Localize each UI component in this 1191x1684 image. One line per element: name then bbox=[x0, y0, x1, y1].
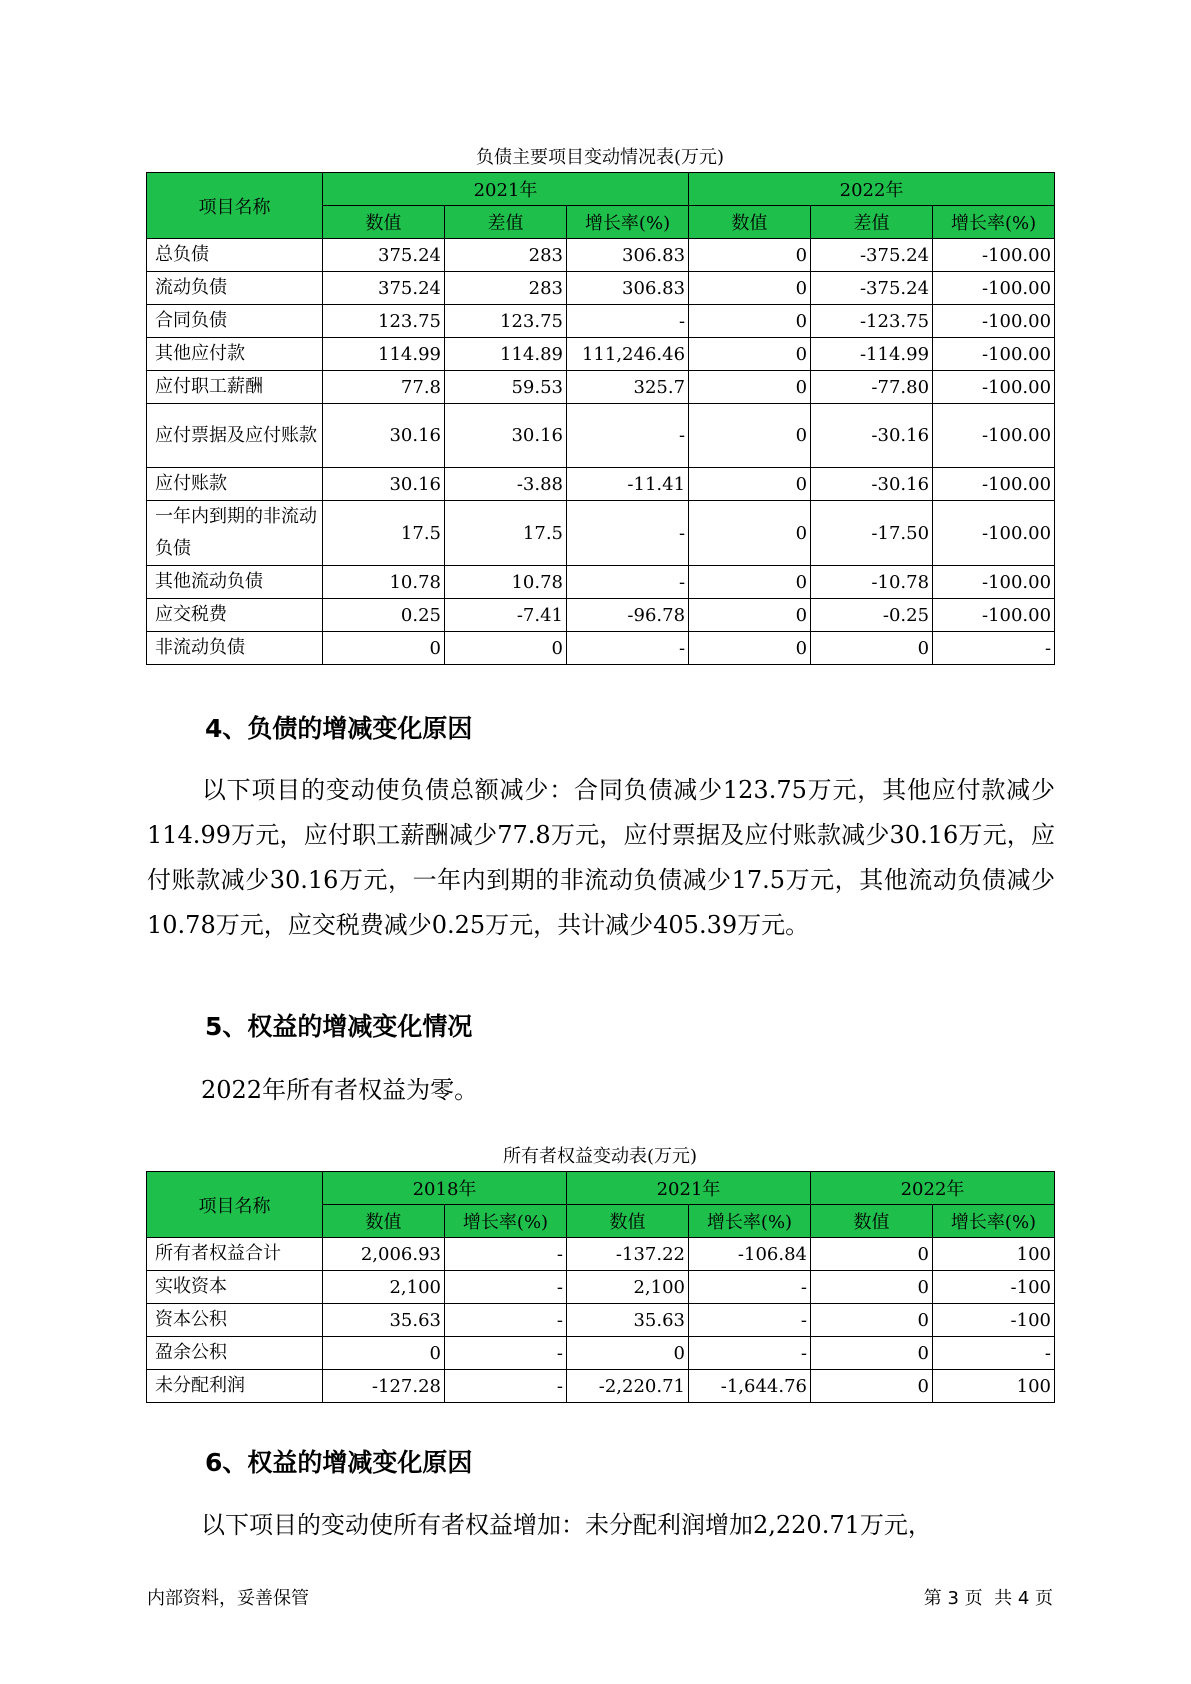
table-cell: -7.41 bbox=[445, 599, 567, 632]
table-cell: - bbox=[689, 1304, 811, 1337]
table-cell: -137.22 bbox=[567, 1238, 689, 1271]
table-cell: 0 bbox=[689, 468, 811, 501]
table-cell: -3.88 bbox=[445, 468, 567, 501]
table-row bbox=[147, 566, 1055, 599]
table-cell: 325.7 bbox=[567, 371, 689, 404]
table-cell: 0 bbox=[811, 1271, 933, 1304]
table-cell: - bbox=[445, 1304, 567, 1337]
table-cell: 30.16 bbox=[445, 404, 567, 468]
table-cell: 0 bbox=[811, 1304, 933, 1337]
table-cell: 17.5 bbox=[323, 501, 445, 566]
table-cell: 123.75 bbox=[445, 305, 567, 338]
section5-heading: 5、权益的增减变化情况 bbox=[205, 1012, 473, 1041]
table-cell: -100 bbox=[933, 1271, 1055, 1304]
table-cell: 0 bbox=[689, 239, 811, 272]
table-cell: 2,100 bbox=[567, 1271, 689, 1304]
table-cell: - bbox=[567, 305, 689, 338]
table-cell: 2,006.93 bbox=[323, 1238, 445, 1271]
table-cell: - bbox=[689, 1337, 811, 1370]
table-cell: -375.24 bbox=[811, 272, 933, 305]
row-label: 应付职工薪酬 bbox=[147, 371, 323, 404]
row-label: 应付账款 bbox=[147, 468, 323, 501]
table-row bbox=[147, 305, 1055, 338]
table-row bbox=[147, 371, 1055, 404]
table-cell: 306.83 bbox=[567, 239, 689, 272]
row-label: 盈余公积 bbox=[147, 1337, 323, 1370]
table1-caption: 负债主要项目变动情况表(万元) bbox=[475, 147, 725, 168]
table-cell: 30.16 bbox=[323, 404, 445, 468]
header-year-2022: 2022年 bbox=[811, 1172, 1055, 1205]
table-cell: -375.24 bbox=[811, 239, 933, 272]
table-cell: - bbox=[689, 1271, 811, 1304]
header-item-name: 项目名称 bbox=[147, 173, 323, 239]
row-label: 应交税费 bbox=[147, 599, 323, 632]
subheader: 增长率(%) bbox=[933, 206, 1055, 239]
table-cell: 0 bbox=[567, 1337, 689, 1370]
table-cell: - bbox=[933, 1337, 1055, 1370]
table-row bbox=[147, 404, 1055, 468]
row-label: 其他流动负债 bbox=[147, 566, 323, 599]
header-year-2021: 2021年 bbox=[567, 1172, 811, 1205]
subheader: 数值 bbox=[567, 1205, 689, 1238]
table-cell: 0 bbox=[811, 1337, 933, 1370]
table-cell: -106.84 bbox=[689, 1238, 811, 1271]
table-cell: 0 bbox=[689, 404, 811, 468]
table-cell: -100.00 bbox=[933, 404, 1055, 468]
table-cell: 111,246.46 bbox=[567, 338, 689, 371]
row-label: 应付票据及应付账款 bbox=[147, 404, 323, 468]
table-cell: -123.75 bbox=[811, 305, 933, 338]
row-label: 资本公积 bbox=[147, 1304, 323, 1337]
table-cell: 0 bbox=[323, 1337, 445, 1370]
subheader: 数值 bbox=[811, 1205, 933, 1238]
table-cell: -30.16 bbox=[811, 404, 933, 468]
subheader: 差值 bbox=[445, 206, 567, 239]
table-cell: -17.50 bbox=[811, 501, 933, 566]
section6-heading: 6、权益的增减变化原因 bbox=[205, 1448, 473, 1477]
table-cell: -1,644.76 bbox=[689, 1370, 811, 1403]
header-year-2022: 2022年 bbox=[689, 173, 1055, 206]
equity-table bbox=[146, 1171, 1055, 1403]
row-label: 非流动负债 bbox=[147, 632, 323, 665]
subheader: 增长率(%) bbox=[445, 1205, 567, 1238]
table-cell: - bbox=[567, 632, 689, 665]
row-label: 实收资本 bbox=[147, 1271, 323, 1304]
table-cell: 2,100 bbox=[323, 1271, 445, 1304]
table-row bbox=[147, 501, 1055, 566]
table-cell: -2,220.71 bbox=[567, 1370, 689, 1403]
table-cell: 35.63 bbox=[567, 1304, 689, 1337]
section4-heading: 4、负债的增减变化原因 bbox=[205, 714, 473, 743]
table-cell: 0 bbox=[689, 632, 811, 665]
table-cell: -100.00 bbox=[933, 305, 1055, 338]
table-cell: 123.75 bbox=[323, 305, 445, 338]
footer-confidential-note: 内部资料，妥善保管 bbox=[147, 1588, 309, 1609]
row-label: 总负债 bbox=[147, 239, 323, 272]
table-cell: - bbox=[933, 632, 1055, 665]
table-cell: -100 bbox=[933, 1304, 1055, 1337]
row-label: 未分配利润 bbox=[147, 1370, 323, 1403]
table-cell: 0 bbox=[689, 501, 811, 566]
table-cell: 0 bbox=[811, 1238, 933, 1271]
table-cell: - bbox=[567, 404, 689, 468]
table-cell: -96.78 bbox=[567, 599, 689, 632]
table-row bbox=[147, 272, 1055, 305]
table-row bbox=[147, 338, 1055, 371]
subheader: 增长率(%) bbox=[689, 1205, 811, 1238]
section6-text: 以下项目的变动使所有者权益增加：未分配利润增加2,220.71万元， bbox=[201, 1511, 932, 1539]
subheader: 增长率(%) bbox=[567, 206, 689, 239]
table-cell: 0 bbox=[445, 632, 567, 665]
table-row bbox=[147, 632, 1055, 665]
table-row bbox=[147, 1238, 1055, 1271]
table-cell: - bbox=[445, 1271, 567, 1304]
table-cell: 35.63 bbox=[323, 1304, 445, 1337]
table-cell: 0 bbox=[689, 272, 811, 305]
table-cell: -0.25 bbox=[811, 599, 933, 632]
table-cell: 0.25 bbox=[323, 599, 445, 632]
table-cell: -100.00 bbox=[933, 338, 1055, 371]
table-cell: 375.24 bbox=[323, 239, 445, 272]
table-cell: -100.00 bbox=[933, 371, 1055, 404]
table-cell: 0 bbox=[689, 371, 811, 404]
header-item-name: 项目名称 bbox=[147, 1172, 323, 1238]
subheader: 差值 bbox=[811, 206, 933, 239]
subheader: 数值 bbox=[689, 206, 811, 239]
table-cell: -10.78 bbox=[811, 566, 933, 599]
table-cell: 0 bbox=[689, 599, 811, 632]
row-label: 其他应付款 bbox=[147, 338, 323, 371]
table-cell: 306.83 bbox=[567, 272, 689, 305]
table-cell: -100.00 bbox=[933, 566, 1055, 599]
subheader: 增长率(%) bbox=[933, 1205, 1055, 1238]
table-cell: - bbox=[445, 1238, 567, 1271]
table-row bbox=[147, 1337, 1055, 1370]
table-cell: 100 bbox=[933, 1238, 1055, 1271]
table-cell: 30.16 bbox=[323, 468, 445, 501]
table-cell: - bbox=[567, 566, 689, 599]
section5-text: 2022年所有者权益为零。 bbox=[201, 1076, 479, 1104]
table-cell: -100.00 bbox=[933, 468, 1055, 501]
table-cell: 0 bbox=[811, 632, 933, 665]
table-cell: - bbox=[567, 501, 689, 566]
table-cell: - bbox=[445, 1337, 567, 1370]
row-label: 流动负债 bbox=[147, 272, 323, 305]
table-cell: - bbox=[445, 1370, 567, 1403]
table-cell: -77.80 bbox=[811, 371, 933, 404]
subheader: 数值 bbox=[323, 1205, 445, 1238]
table-row bbox=[147, 1304, 1055, 1337]
table-cell: -100.00 bbox=[933, 272, 1055, 305]
table-cell: -11.41 bbox=[567, 468, 689, 501]
table-cell: -100.00 bbox=[933, 239, 1055, 272]
table-cell: 10.78 bbox=[323, 566, 445, 599]
table-row bbox=[147, 468, 1055, 501]
table-cell: 0 bbox=[811, 1370, 933, 1403]
section4-paragraph bbox=[147, 768, 1055, 948]
section5-paragraph bbox=[147, 1068, 1055, 1113]
subheader: 数值 bbox=[323, 206, 445, 239]
table-cell: -114.99 bbox=[811, 338, 933, 371]
table-row bbox=[147, 239, 1055, 272]
table2-caption: 所有者权益变动表(万元) bbox=[502, 1146, 698, 1167]
table-cell: 283 bbox=[445, 272, 567, 305]
table-cell: 100 bbox=[933, 1370, 1055, 1403]
table-cell: -100.00 bbox=[933, 501, 1055, 566]
table-cell: 0 bbox=[689, 566, 811, 599]
table-row bbox=[147, 1370, 1055, 1403]
table-cell: 0 bbox=[689, 305, 811, 338]
row-label: 一年内到期的非流动负债 bbox=[147, 501, 323, 566]
table-cell: 375.24 bbox=[323, 272, 445, 305]
table-cell: 0 bbox=[323, 632, 445, 665]
table-cell: 114.99 bbox=[323, 338, 445, 371]
table-row bbox=[147, 599, 1055, 632]
header-year-2018: 2018年 bbox=[323, 1172, 567, 1205]
table-cell: 77.8 bbox=[323, 371, 445, 404]
section4-text: 以下项目的变动使负债总额减少：合同负债减少123.75万元，其他应付款减少114.99万元，应付职工薪酬减少77.8万元，应付票据及应付账款减少30.16万元，应付账款减少30.16万元，一年内到期的非流动负债减少17.5万元，其他流动负债减少10.78万元，应交税费减少0.25万元，共计减少405.39万元。 bbox=[147, 776, 1055, 939]
table-cell: -100.00 bbox=[933, 599, 1055, 632]
table-cell: 10.78 bbox=[445, 566, 567, 599]
header-year-2021: 2021年 bbox=[323, 173, 689, 206]
footer-page-number: 第 3 页 共 4 页 bbox=[923, 1588, 1053, 1609]
table-cell: 17.5 bbox=[445, 501, 567, 566]
table-cell: 0 bbox=[689, 338, 811, 371]
liabilities-table bbox=[146, 172, 1055, 665]
table-cell: 114.89 bbox=[445, 338, 567, 371]
section6-paragraph bbox=[147, 1503, 1055, 1548]
table-cell: -127.28 bbox=[323, 1370, 445, 1403]
table-cell: 59.53 bbox=[445, 371, 567, 404]
table-row bbox=[147, 1271, 1055, 1304]
row-label: 合同负债 bbox=[147, 305, 323, 338]
table-cell: -30.16 bbox=[811, 468, 933, 501]
row-label: 所有者权益合计 bbox=[147, 1238, 323, 1271]
table-cell: 283 bbox=[445, 239, 567, 272]
